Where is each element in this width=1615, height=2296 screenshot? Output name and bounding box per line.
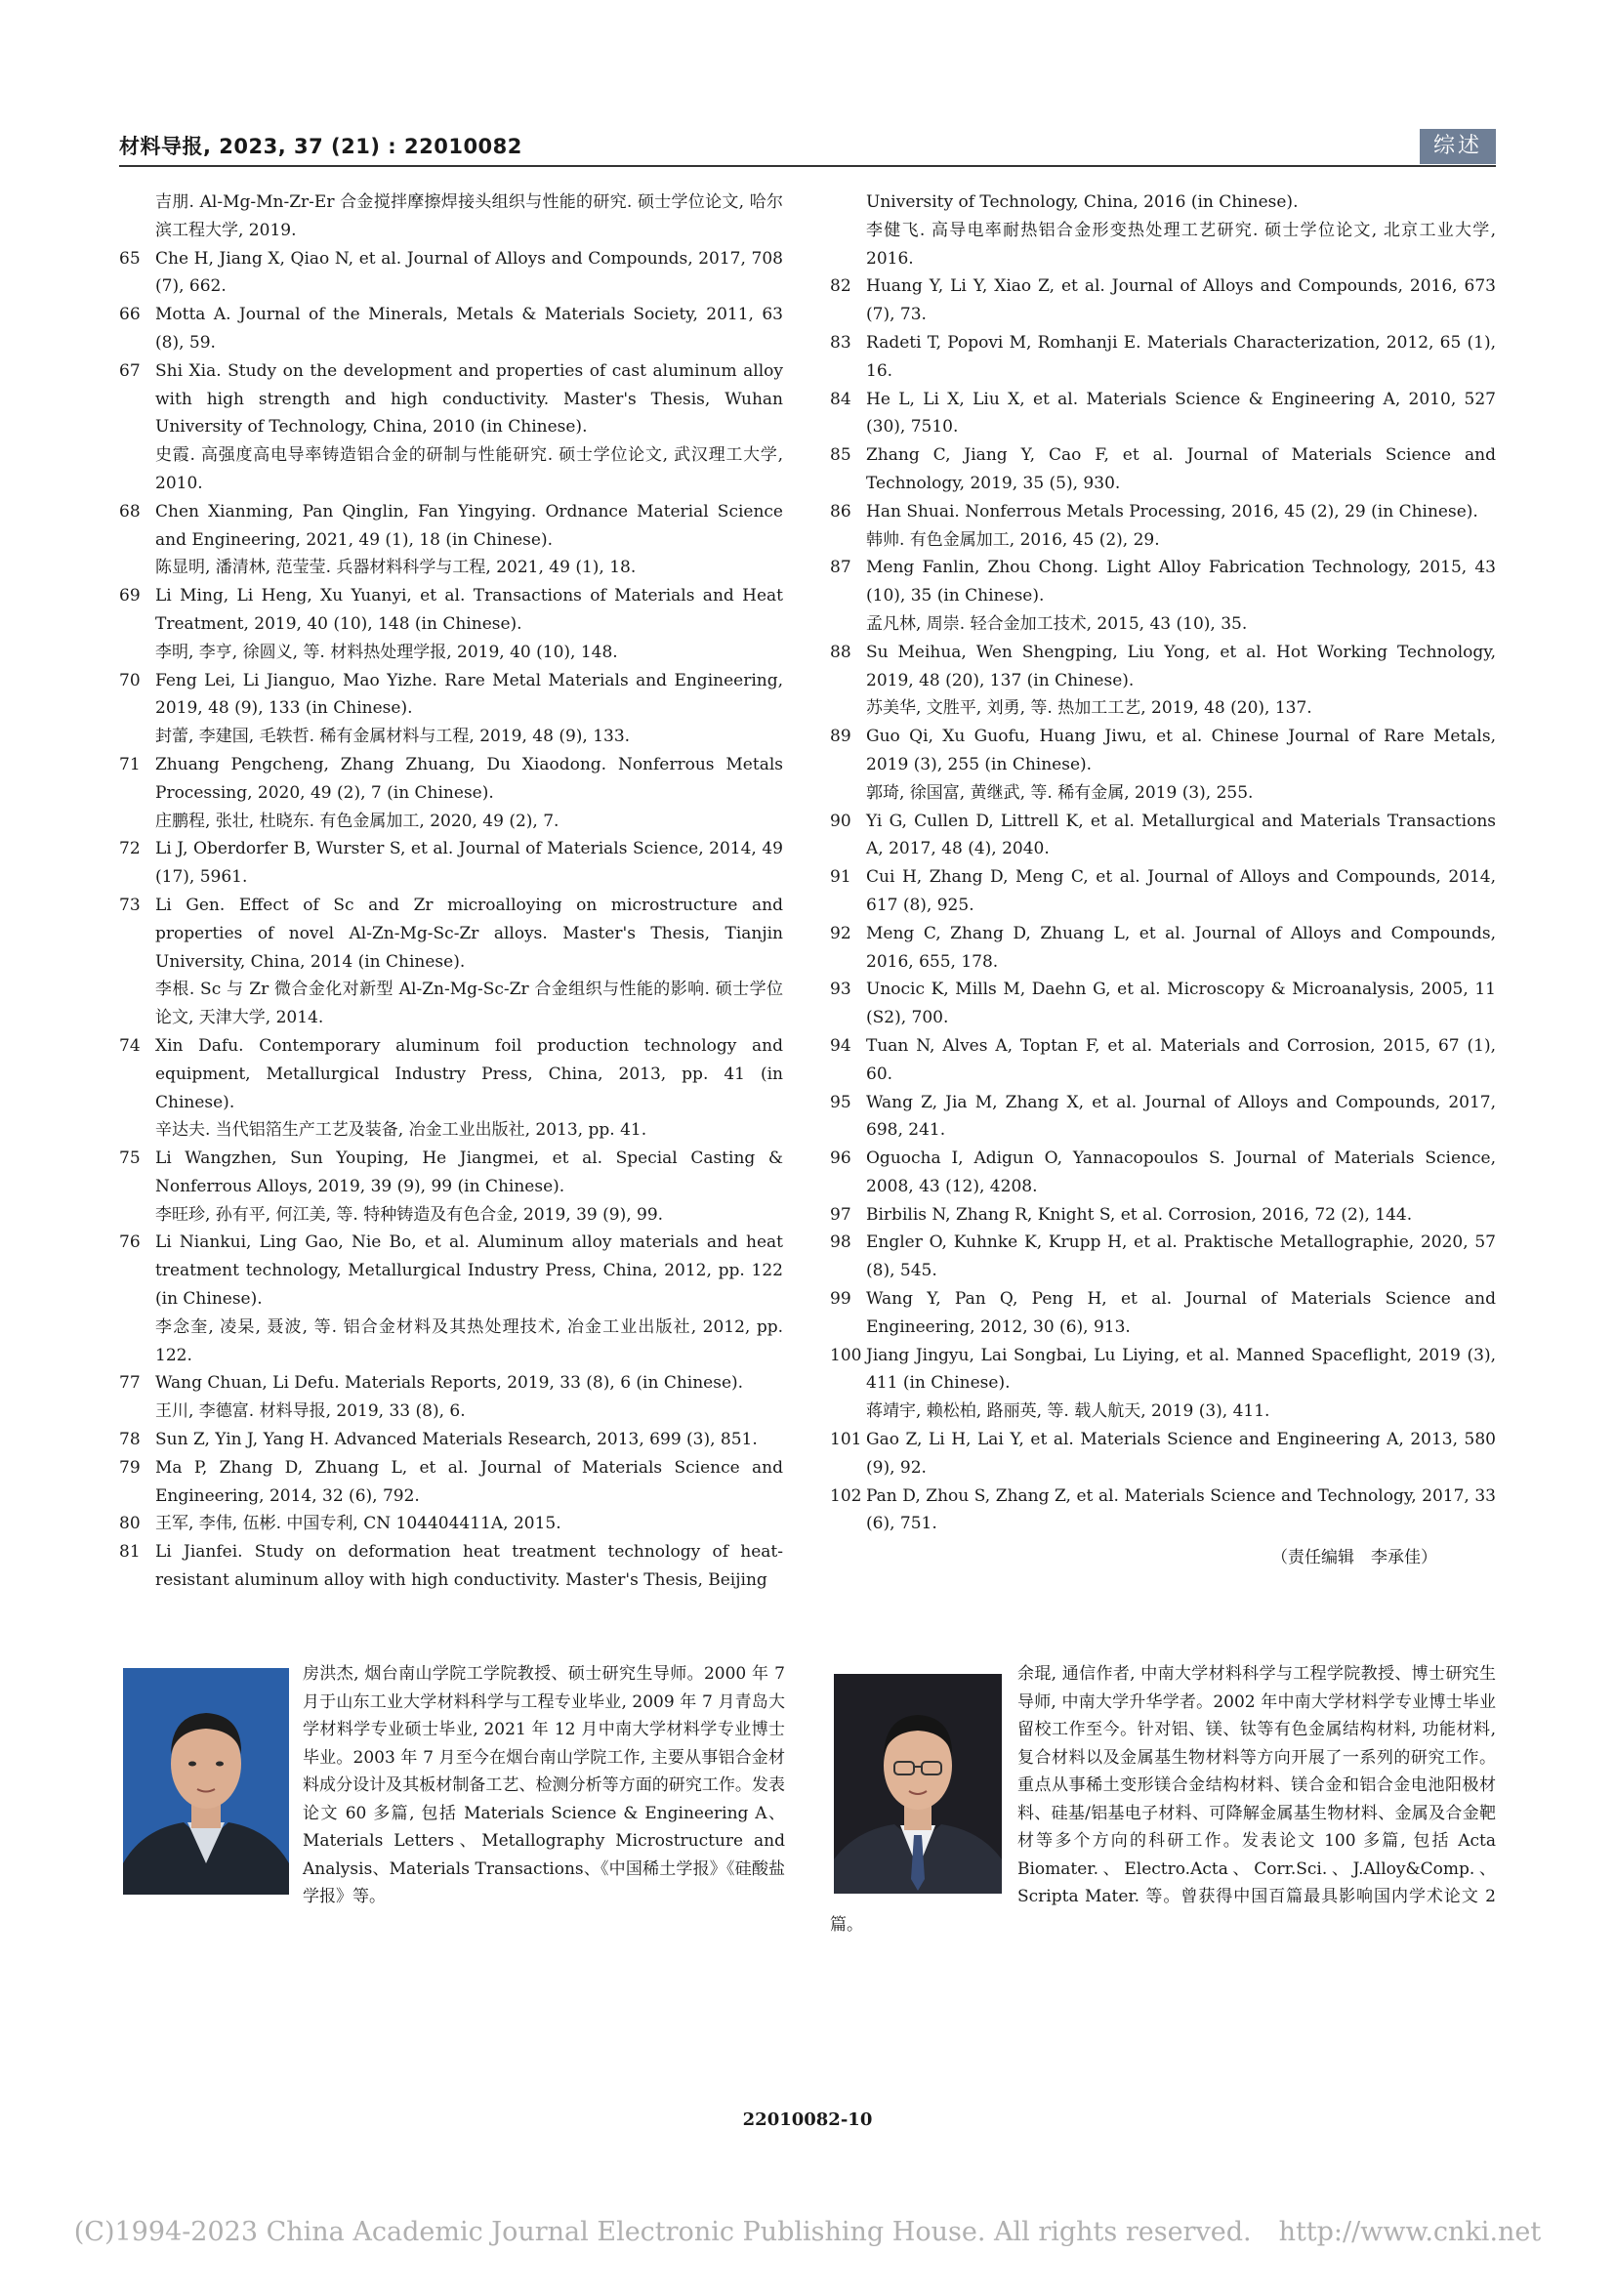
reference-number: 83 bbox=[830, 332, 851, 353]
reference-number: 102 bbox=[830, 1485, 862, 1506]
reference-entry bbox=[119, 835, 783, 892]
reference-entry bbox=[830, 1201, 1496, 1230]
cnki-link[interactable]: http://www.cnki.net bbox=[1278, 2217, 1542, 2247]
reference-number: 98 bbox=[830, 1232, 851, 1253]
reference-number: 74 bbox=[119, 1035, 141, 1056]
reference-entry bbox=[830, 386, 1496, 442]
reference-entry bbox=[830, 639, 1496, 695]
reference-entry bbox=[830, 329, 1496, 386]
reference-chinese-text: 郭琦, 徐国富, 黄继武, 等. 稀有金属, 2019 (3), 255. bbox=[866, 782, 1254, 803]
reference-number: 97 bbox=[830, 1204, 851, 1225]
reference-text: Radeti T, Popovi M, Romhanji E. Materials Characterization, 2012, 65 (1), 16. bbox=[866, 332, 1496, 381]
reference-entry bbox=[119, 1510, 783, 1538]
reference-text: Su Meihua, Wen Shengping, Liu Yong, et al. Hot Working Technology, 2019, 48 (20), 137 (in Chinese). bbox=[866, 642, 1496, 690]
reference-entry bbox=[830, 188, 1496, 217]
reference-text: Huang Y, Li Y, Xiao Z, et al. Journal of Alloys and Compounds, 2016, 673 (7), 73. bbox=[866, 276, 1496, 325]
reference-text: Pan D, Zhou S, Zhang Z, et al. Materials Science and Technology, 2017, 33 (6), 751. bbox=[866, 1485, 1496, 1534]
reference-chinese-text: 陈显明, 潘清林, 范莹莹. 兵器材料科学与工程, 2021, 49 (1), 18. bbox=[155, 558, 637, 578]
reference-number: 70 bbox=[119, 670, 141, 690]
reference-text: Zhuang Pengcheng, Zhang Zhuang, Du Xiaodong. Nonferrous Metals Processing, 2020, 49 (2), 7 (in Chinese). bbox=[155, 754, 783, 803]
reference-number: 65 bbox=[119, 248, 141, 269]
reference-text: Meng Fanlin, Zhou Chong. Light Alloy Fabrication Technology, 2015, 43 (10), 35 (in Chinese). bbox=[866, 558, 1496, 606]
bio-text-yu: 余琨, 通信作者, 中南大学材料科学与工程学院教授、博士研究生导师, 中南大学升华学者。2002 年中南大学材料学专业博士毕业留校工作至今。针对铝、镁、钛等有色金属结构材料, 功能材料, 复合材料以及金属基生物材料等方向开展了一系列的研究工作。重点从事稀土变形镁合金结构材料、镁合金和铝合金电池阳极材料、硅基/铝基电子材料、可降解金属基生物材料、金属及合金靶材等多个方向的科研工作。发表论文 100 多篇, 包括 Acta Biomater.、Electro.Acta、Corr.Sci.、J.Alloy&Comp.、Scripta Mater. 等。曾获得中国百篇最具影响国内学术论文 2 篇。 bbox=[830, 1664, 1496, 1935]
reference-entry bbox=[119, 582, 783, 639]
reference-list-left bbox=[119, 188, 783, 1595]
reference-chinese-text: 孟凡林, 周崇. 轻合金加工技术, 2015, 43 (10), 35. bbox=[866, 613, 1248, 634]
reference-entry bbox=[830, 1426, 1496, 1482]
reference-number: 82 bbox=[830, 276, 851, 297]
reference-chinese-text: 韩帅. 有色金属加工, 2016, 45 (2), 29. bbox=[866, 529, 1160, 550]
reference-text: Che H, Jiang X, Qiao N, et al. Journal of Alloys and Compounds, 2017, 708 (7), 662. bbox=[155, 248, 783, 297]
reference-text: Tuan N, Alves A, Toptan F, et al. Materials and Corrosion, 2015, 67 (1), 60. bbox=[866, 1035, 1496, 1084]
reference-chinese-text: 李健飞. 高导电率耐热铝合金形变热处理工艺研究. 硕士学位论文, 北京工业大学, 2016. bbox=[866, 220, 1496, 269]
reference-entry bbox=[119, 892, 783, 976]
reference-number: 71 bbox=[119, 754, 141, 774]
reference-chinese-text: 封蕾, 李建国, 毛轶哲. 稀有金属材料与工程, 2019, 48 (9), 133. bbox=[155, 727, 631, 747]
reference-text: Xin Dafu. Contemporary aluminum foil production technology and equipment, Metallurgical Industry Press, China, 2013, pp. 41 (in Chinese). bbox=[155, 1035, 783, 1112]
reference-number: 68 bbox=[119, 501, 141, 522]
reference-entry bbox=[119, 751, 783, 808]
reference-number: 79 bbox=[119, 1457, 141, 1478]
reference-entry bbox=[119, 1229, 783, 1313]
reference-text: Li Gen. Effect of Sc and Zr microalloying on microstructure and properties of novel Al-Zn-Mg-Sc-Zr alloys. Master's Thesis, Tianjin University, China, 2014 (in Chinese). bbox=[155, 895, 783, 972]
reference-number: 85 bbox=[830, 445, 851, 466]
reference-chinese-text: 史霞. 高强度高电导率铸造铝合金的研制与性能研究. 硕士学位论文, 武汉理工大学, 2010. bbox=[155, 445, 783, 493]
reference-chinese-text: 蒋靖宇, 赖松柏, 路丽英, 等. 载人航天, 2019 (3), 411. bbox=[866, 1401, 1270, 1422]
bio-text-fang: 房洪杰, 烟台南山学院工学院教授、硕士研究生导师。2000 年 7 月于山东工业大学材料科学与工程专业毕业, 2009 年 7 月青岛大学材料学专业硕士毕业, 2021 年 12 月中南大学材料学专业博士毕业。2003 年 7 月至今在烟台南山学院工作, 主要从事铝合金材料成分设计及其板材制备工艺、检测分析等方面的研究工作。发表论文 60 多篇, 包括 Materials Science & Engineering A、Materials Letters、Metallography Microstructure and Analysis、Materials Transactions、《中国稀土学报》《硅酸盐学报》等。 bbox=[303, 1664, 785, 1906]
reference-number: 76 bbox=[119, 1232, 141, 1253]
reference-text: Engler O, Kuhnke K, Krupp H, et al. Praktische Metallographie, 2020, 57 (8), 545. bbox=[866, 1232, 1496, 1281]
reference-number: 92 bbox=[830, 923, 851, 943]
reference-text: Motta A. Journal of the Minerals, Metals & Materials Society, 2011, 63 (8), 59. bbox=[155, 305, 783, 353]
reference-number: 96 bbox=[830, 1148, 851, 1169]
reference-chinese-text: 李念奎, 凌杲, 聂波, 等. 铝合金材料及其热处理技术, 冶金工业出版社, 2012, pp. 122. bbox=[155, 1316, 783, 1365]
reference-text: Ma P, Zhang D, Zhuang L, et al. Journal of Materials Science and Engineering, 2014, 32 (6), 792. bbox=[155, 1457, 783, 1506]
reference-text: Wang Z, Jia M, Zhang X, et al. Journal of Alloys and Compounds, 2017, 698, 241. bbox=[866, 1092, 1496, 1141]
reference-text: Gao Z, Li H, Lai Y, et al. Materials Science and Engineering A, 2013, 580 (9), 92. bbox=[866, 1430, 1496, 1478]
reference-entry bbox=[119, 667, 783, 724]
reference-number: 72 bbox=[119, 839, 141, 859]
reference-entry bbox=[830, 723, 1496, 779]
reference-chinese-text: 李根. Sc 与 Zr 微合金化对新型 Al-Zn-Mg-Sc-Zr 合金组织与性能的影响. 硕士学位论文, 天津大学, 2014. bbox=[155, 980, 783, 1028]
reference-entry bbox=[830, 1089, 1496, 1146]
reference-entry bbox=[830, 863, 1496, 920]
reference-number: 93 bbox=[830, 980, 851, 1000]
reference-entry bbox=[119, 1454, 783, 1511]
copyright-text: (C)1994-2023 China Academic Journal Electronic Publishing House. All rights reserved. bbox=[73, 2217, 1252, 2247]
reference-number: 81 bbox=[119, 1542, 141, 1563]
reference-text: Wang Chuan, Li Defu. Materials Reports, 2019, 33 (8), 6 (in Chinese). bbox=[155, 1373, 744, 1394]
author-bio-left bbox=[119, 1660, 785, 1911]
reference-entry bbox=[830, 498, 1496, 526]
reference-text: He L, Li X, Liu X, et al. Materials Science & Engineering A, 2010, 527 (30), 7510. bbox=[866, 389, 1496, 438]
reference-text: Meng C, Zhang D, Zhuang L, et al. Journal of Alloys and Compounds, 2016, 655, 178. bbox=[866, 923, 1496, 972]
reference-text: Jiang Jingyu, Lai Songbai, Lu Liying, et al. Manned Spaceflight, 2019 (3), 411 (in Chinese). bbox=[866, 1345, 1496, 1394]
reference-number: 100 bbox=[830, 1345, 862, 1365]
reference-entry bbox=[830, 272, 1496, 329]
reference-text: Sun Z, Yin J, Yang H. Advanced Materials Research, 2013, 699 (3), 851. bbox=[155, 1430, 758, 1450]
reference-entry bbox=[119, 188, 783, 245]
reference-number: 69 bbox=[119, 586, 141, 606]
reference-entry bbox=[119, 357, 783, 441]
reference-number: 94 bbox=[830, 1035, 851, 1056]
reference-number: 86 bbox=[830, 501, 851, 522]
reference-entry bbox=[830, 1285, 1496, 1342]
reference-entry bbox=[830, 808, 1496, 864]
header-divider bbox=[119, 165, 1496, 167]
reference-entry bbox=[119, 245, 783, 302]
reference-text: Chen Xianming, Pan Qinglin, Fan Yingying. Ordnance Material Science and Engineering, 2021, 49 (1), 18 (in Chinese). bbox=[155, 501, 783, 550]
reference-number: 90 bbox=[830, 811, 851, 831]
reference-text: Yi G, Cullen D, Littrell K, et al. Metallurgical and Materials Transactions A, 2017, 48 (4), 2040. bbox=[866, 811, 1496, 859]
reference-number: 67 bbox=[119, 360, 141, 381]
reference-chinese-text: 庄鹏程, 张壮, 杜晓东. 有色金属加工, 2020, 49 (2), 7. bbox=[155, 811, 559, 831]
portrait-image bbox=[834, 1674, 1002, 1894]
reference-text: Li J, Oberdorfer B, Wurster S, et al. Journal of Materials Science, 2014, 49 (17), 5961. bbox=[155, 839, 783, 888]
reference-text: Unocic K, Mills M, Daehn G, et al. Microscopy & Microanalysis, 2005, 11 (S2), 700. bbox=[866, 980, 1496, 1028]
author-photo-yu bbox=[834, 1674, 1002, 1894]
reference-text: Birbilis N, Zhang R, Knight S, et al. Corrosion, 2016, 72 (2), 144. bbox=[866, 1204, 1413, 1225]
reference-number: 77 bbox=[119, 1373, 141, 1394]
section-tag: 综述 bbox=[1420, 129, 1496, 164]
reference-number: 66 bbox=[119, 305, 141, 325]
reference-entry bbox=[830, 976, 1496, 1032]
reference-number: 73 bbox=[119, 895, 141, 915]
reference-text: 王军, 李伟, 伍彬. 中国专利, CN 104404411A, 2015. bbox=[155, 1514, 561, 1534]
page-number: 22010082-10 bbox=[742, 2109, 873, 2130]
reference-text: Zhang C, Jiang Y, Cao F, et al. Journal of Materials Science and Technology, 2019, 35 (5), 930. bbox=[866, 445, 1496, 493]
reference-chinese-text: 王川, 李德富. 材料导报, 2019, 33 (8), 6. bbox=[155, 1401, 466, 1422]
reference-number: 91 bbox=[830, 867, 851, 888]
reference-entry bbox=[830, 554, 1496, 610]
reference-entry bbox=[830, 1482, 1496, 1539]
reference-entry bbox=[830, 920, 1496, 977]
reference-number: 95 bbox=[830, 1092, 851, 1112]
reference-text: Li Niankui, Ling Gao, Nie Bo, et al. Aluminum alloy materials and heat treatment technology, Metallurgical Industry Press, China, 2012, pp. 122 (in Chinese). bbox=[155, 1232, 783, 1310]
responsible-editor: （责任编辑 李承佳） bbox=[1271, 1548, 1437, 1568]
reference-number: 99 bbox=[830, 1289, 851, 1310]
reference-text: Wang Y, Pan Q, Peng H, et al. Journal of Materials Science and Engineering, 2012, 30 (6), 913. bbox=[866, 1289, 1496, 1337]
portrait-image bbox=[123, 1668, 289, 1895]
reference-number: 84 bbox=[830, 389, 851, 409]
reference-number: 101 bbox=[830, 1430, 862, 1450]
reference-entry bbox=[830, 1145, 1496, 1201]
author-bio-right bbox=[830, 1660, 1496, 1939]
author-photo-fang bbox=[123, 1668, 289, 1895]
reference-text: Li Ming, Li Heng, Xu Yuanyi, et al. Transactions of Materials and Heat Treatment, 2019, 40 (10), 148 (in Chinese). bbox=[155, 586, 783, 634]
reference-text: Han Shuai. Nonferrous Metals Processing, 2016, 45 (2), 29 (in Chinese). bbox=[866, 501, 1478, 522]
reference-chinese-text: 苏美华, 文胜平, 刘勇, 等. 热加工工艺, 2019, 48 (20), 137. bbox=[866, 698, 1312, 719]
reference-text: Guo Qi, Xu Guofu, Huang Jiwu, et al. Chinese Journal of Rare Metals, 2019 (3), 255 (in Chinese). bbox=[866, 727, 1496, 774]
reference-entry bbox=[119, 1426, 783, 1454]
reference-entry bbox=[119, 1538, 783, 1595]
reference-text: Li Jianfei. Study on deformation heat treatment technology of heat-resistant aluminum alloy with high conductivity. Master's Thesis, Beijing bbox=[155, 1542, 783, 1591]
reference-text: University of Technology, China, 2016 (in Chinese). bbox=[866, 192, 1299, 212]
reference-chinese-text: 辛达夫. 当代铝箔生产工艺及装备, 冶金工业出版社, 2013, pp. 41. bbox=[155, 1120, 647, 1141]
running-header bbox=[119, 129, 1496, 168]
reference-entry bbox=[830, 1342, 1496, 1398]
reference-text: Feng Lei, Li Jianguo, Mao Yizhe. Rare Metal Materials and Engineering, 2019, 48 (9), 133 (in Chinese). bbox=[155, 670, 783, 719]
reference-number: 75 bbox=[119, 1148, 141, 1169]
reference-entry bbox=[119, 1032, 783, 1116]
reference-number: 88 bbox=[830, 642, 851, 662]
reference-text: Li Wangzhen, Sun Youping, He Jiangmei, et al. Special Casting & Nonferrous Alloys, 2019, 39 (9), 99 (in Chinese). bbox=[155, 1148, 783, 1196]
reference-entry bbox=[119, 1369, 783, 1398]
reference-number: 87 bbox=[830, 558, 851, 578]
reference-number: 89 bbox=[830, 727, 851, 747]
reference-chinese-text: 李明, 李亨, 徐圆义, 等. 材料热处理学报, 2019, 40 (10), 148. bbox=[155, 642, 618, 662]
reference-text: Oguocha I, Adigun O, Yannacopoulos S. Journal of Materials Science, 2008, 43 (12), 4208. bbox=[866, 1148, 1496, 1196]
reference-entry bbox=[830, 441, 1496, 498]
copyright-footer bbox=[0, 2217, 1615, 2247]
reference-text: Shi Xia. Study on the development and properties of cast aluminum alloy with high strength and high conductivity. Master's Thesis, Wuhan University of Technology, China, 2010 (in Chinese). bbox=[155, 360, 783, 438]
reference-entry bbox=[830, 1032, 1496, 1089]
reference-entry bbox=[119, 1145, 783, 1201]
reference-entry bbox=[119, 301, 783, 357]
reference-number: 78 bbox=[119, 1430, 141, 1450]
journal-citation: 材料导报, 2023, 37 (21) : 22010082 bbox=[119, 135, 522, 158]
reference-number: 80 bbox=[119, 1514, 141, 1534]
reference-list-right bbox=[830, 188, 1496, 1572]
reference-entry bbox=[830, 1229, 1496, 1285]
reference-text: Cui H, Zhang D, Meng C, et al. Journal of Alloys and Compounds, 2014, 617 (8), 925. bbox=[866, 867, 1496, 915]
reference-chinese-text: 李旺珍, 孙有平, 何江美, 等. 特种铸造及有色合金, 2019, 39 (9), 99. bbox=[155, 1204, 664, 1225]
reference-entry bbox=[119, 498, 783, 555]
reference-text: 吉朋. Al-Mg-Mn-Zr-Er 合金搅拌摩擦焊接头组织与性能的研究. 硕士学位论文, 哈尔滨工程大学, 2019. bbox=[155, 192, 783, 240]
